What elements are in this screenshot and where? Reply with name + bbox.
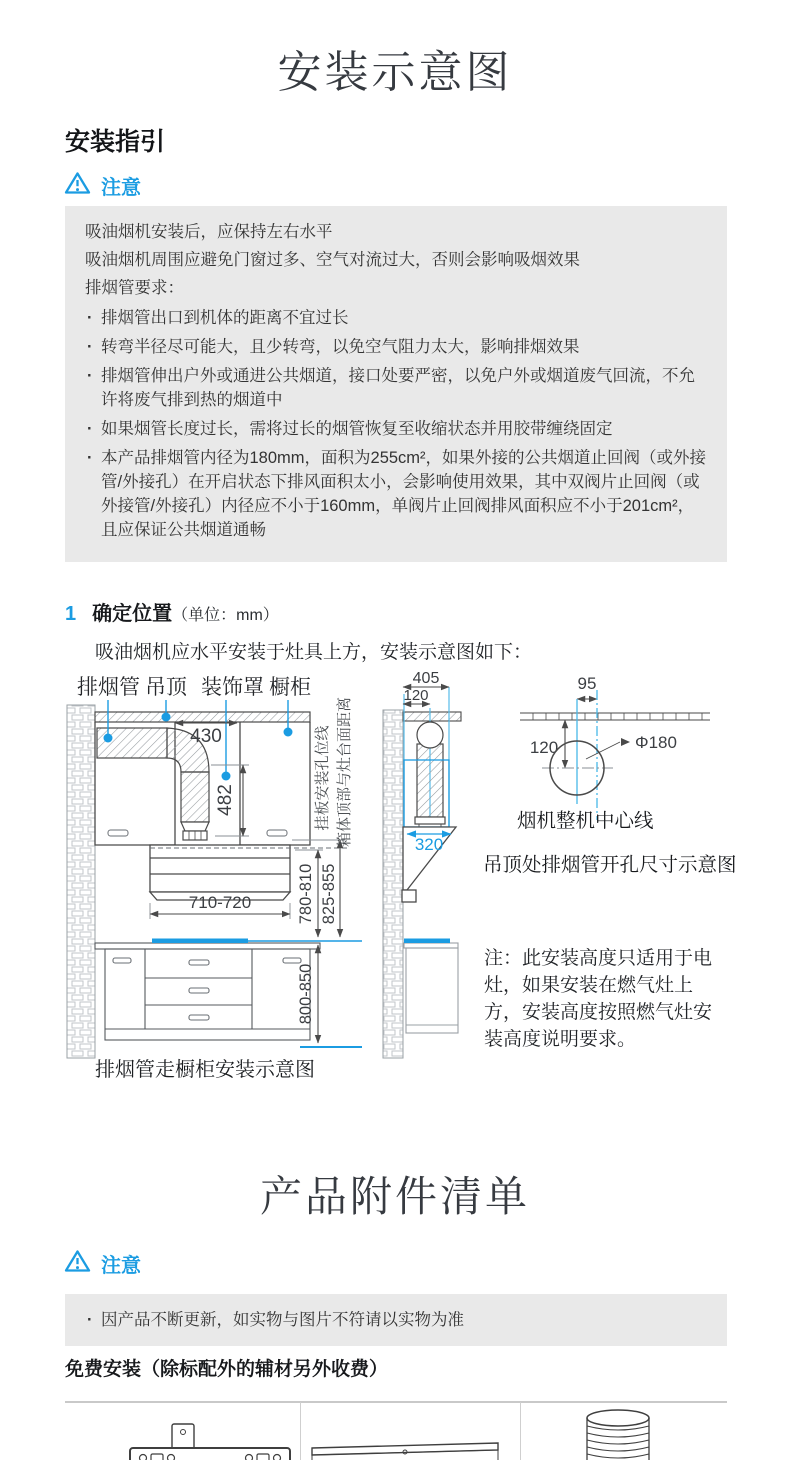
side-view-dims-top [403,672,449,704]
duct-requirements-list [85,306,707,542]
svg-text:120: 120 [529,738,559,757]
dim-120-hole-group [530,720,565,768]
dim-800-850: 800-850 [297,963,315,1025]
accessories-note-box [65,1294,727,1346]
label-box-top-distance: 箱体顶部与灶台面距离 [336,696,353,848]
svg-text:405: 405 [412,672,440,687]
free-install-heading: 免费安装（除标配外的辅材另外收费） [65,1359,389,1380]
base-cabinet-drawing [95,943,320,1040]
warning-triangle-icon [64,171,91,200]
left-wall-drawing [67,705,95,1058]
list-item: · 本产品排烟管内径为180mm，面积为255cm²，如果外接的公共烟道止回阀（或外接管/外接孔）在开启状态下排风面积太小，会影响使用效果，其中双阀片止回阀（或外接管/外接孔）内径应不小于160mm，单阀片止回阀排风面积应不小于201cm²，且应保证公共烟道通畅 [85,446,707,542]
dim-95-group [577,674,597,699]
install-notes-box [65,206,727,562]
list-item: · 排烟管伸出户外或通进公共烟道，接口处要严密，以免户外或烟道废气回流，不允许将废气排到热的烟道中 [85,364,707,412]
list-item: · 排烟管出口到机体的距离不宜过长 [85,306,707,330]
label-cabinet: 橱柜 [269,676,311,699]
hole-diagram-ceiling [520,713,710,720]
notice-label: 注意 [101,1255,141,1277]
notice-row [64,1249,141,1278]
side-view-duct [415,722,445,832]
step1-description: 吸油烟机应水平安装于灶具上方，安装示意图如下： [95,642,533,663]
svg-text:120: 120 [403,687,429,704]
list-item: · 如果烟管长度过长，需将过长的烟管恢复至收缩状态并用胶带缠绕固定 [85,417,707,441]
notice-label: 注意 [101,177,141,199]
note-line: 吸油烟机周围应避免门窗过多、空气对流过大，否则会影响吸烟效果 [85,251,580,269]
caption-centerline: 烟机整机中心线 [517,810,654,832]
note-line: 排烟管要求： [85,279,184,297]
ceiling-drawing [95,712,310,722]
step-unit: （单位：mm） [172,607,279,624]
svg-text:710-720: 710-720 [188,893,252,912]
note-line: · 因产品不断更新，如实物与图片不符请以实物为准 [85,1308,464,1332]
install-height-note: 注：此安装高度只适用于电灶，如果安装在燃气灶上方，安装高度按照燃气灶安装高度说明要求。 [484,948,713,1050]
accessories-title: 产品附件清单 [259,1173,530,1220]
dia-180-leader [586,733,677,759]
install-guide-heading: 安装指引 [65,128,166,156]
step1-heading [65,597,279,626]
label-hang-hole-line: 挂板安装孔位线 [314,725,331,831]
cooktop-strip [152,939,248,944]
list-item: · 转弯半径尽可能大，且少转弯，以免空气阻力太大，影响排烟效果 [85,335,707,359]
mounting-plate-drawing [130,1424,290,1460]
warning-triangle-icon [64,1249,91,1278]
svg-text:95: 95 [577,674,597,693]
dim-825-855: 825-855 [320,863,338,925]
svg-text:Φ180: Φ180 [635,733,677,752]
side-view-cooktop-strip [404,939,450,944]
label-exhaust-duct: 排烟管 [77,676,140,699]
note-line: 吸油烟机安装后，应保持左右水平 [85,223,333,241]
notice-row [64,171,141,200]
accessories-drawings [65,1402,727,1460]
decor-strip-drawing [312,1443,498,1460]
svg-text:482: 482 [215,784,236,816]
svg-text:320: 320 [414,835,444,854]
caption-hole-diagram: 吊顶处排烟管开孔尺寸示意图 [483,854,737,876]
side-view-base-cabinet [404,943,458,1033]
dim-780-810: 780-810 [297,863,315,925]
step-title: 确定位置 [92,603,173,625]
caption-left-diagram: 排烟管走橱柜安装示意图 [95,1059,315,1081]
label-decor-cover: 装饰罩 [201,676,264,699]
label-ceiling: 吊顶 [145,676,187,699]
exhaust-pipe-drawing [587,1410,649,1460]
dim-430: 430 [190,726,222,747]
step-number: 1 [65,603,77,625]
page-title: 安装示意图 [277,48,513,97]
range-hood-drawing [150,845,290,900]
